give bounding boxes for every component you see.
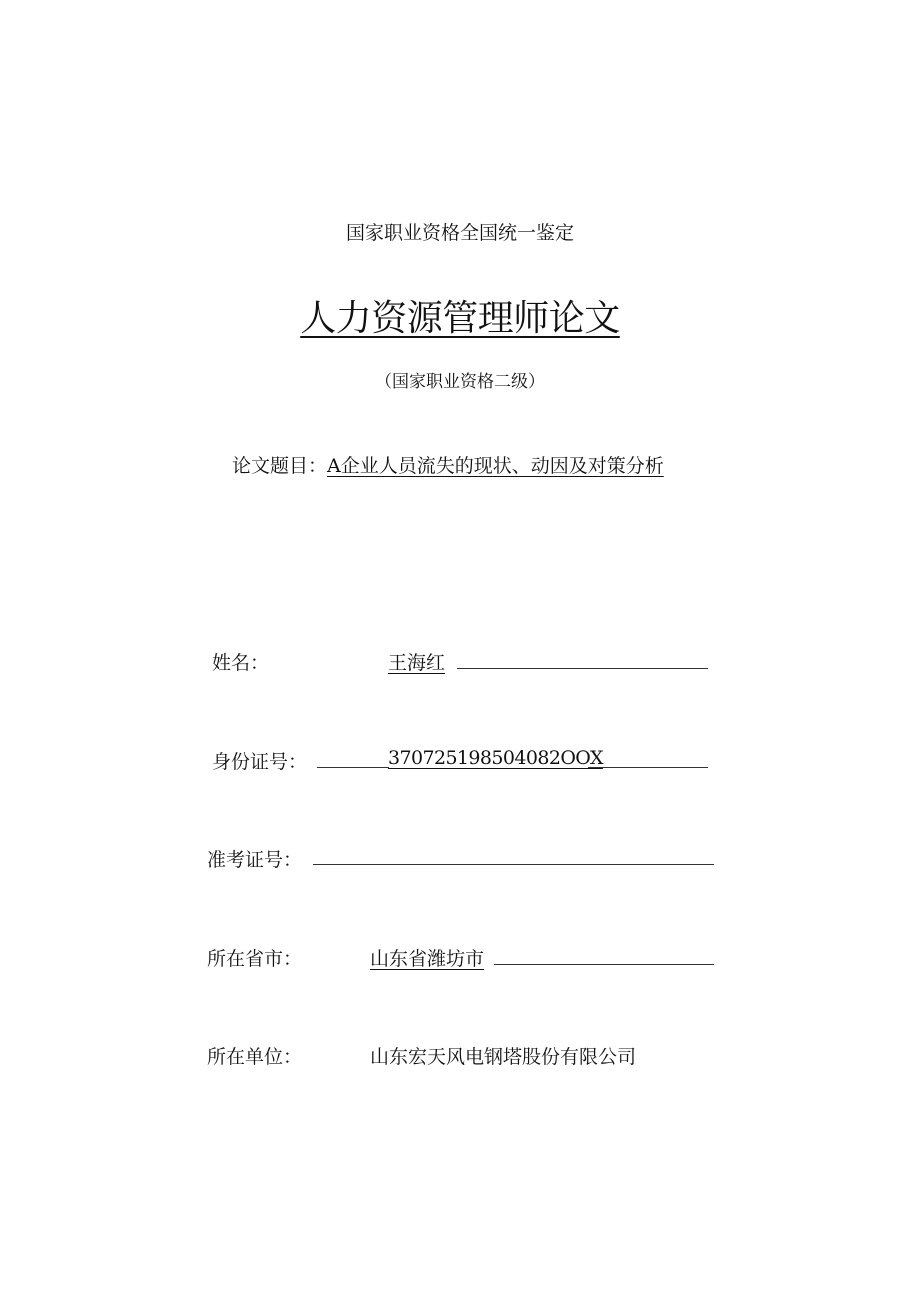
province-city-label: 所在省市：: [207, 948, 303, 970]
name-label: 姓名：: [212, 652, 270, 674]
name-value: 王海红: [388, 652, 446, 674]
organization-value: 山东宏天风电钢塔股份有限公司: [370, 1046, 637, 1068]
qualification-level: （国家职业资格二级）: [375, 372, 545, 392]
province-city-underline: [494, 964, 714, 965]
thesis-title-row: [232, 451, 664, 478]
id-number-underline-right: [588, 767, 708, 768]
admission-number-underline: [313, 864, 714, 865]
thesis-title-value: A企业人员流失的现状、动因及对策分析: [327, 455, 664, 477]
admission-number-label: 准考证号：: [207, 849, 303, 871]
province-city-value: 山东省潍坊市: [370, 948, 485, 970]
thesis-title-label: 论文题目：: [232, 455, 328, 477]
organization-label: 所在单位：: [207, 1046, 303, 1068]
id-number-underline-left: [317, 767, 389, 768]
page-title: [0, 290, 920, 341]
exam-authority-line: 国家职业资格全国统一鉴定: [345, 222, 574, 244]
name-underline: [457, 668, 708, 669]
id-number-label: 身份证号：: [212, 751, 308, 773]
id-number-value: 370725198504082OOX: [388, 747, 603, 769]
page-title-text: 人力资源管理师论文: [300, 298, 620, 339]
